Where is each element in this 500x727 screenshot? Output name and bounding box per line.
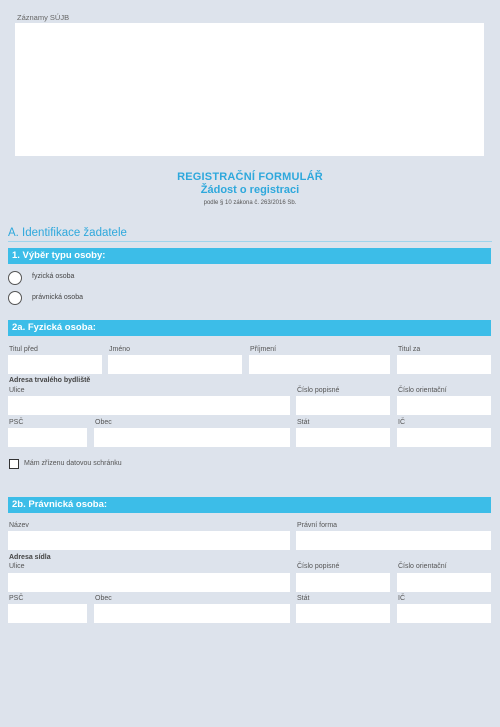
title-before-label: Titul před	[9, 346, 38, 353]
ic-label: IČ	[398, 419, 405, 426]
seat-orientation-number-input[interactable]	[397, 573, 491, 592]
orientation-number-input[interactable]	[397, 396, 491, 415]
ic-input[interactable]	[397, 428, 491, 447]
seat-zip-input[interactable]	[8, 604, 87, 623]
residence-address-heading: Adresa trvalého bydliště	[9, 377, 91, 384]
seat-city-input[interactable]	[94, 604, 290, 623]
last-name-input[interactable]	[249, 355, 390, 374]
street-input[interactable]	[8, 396, 290, 415]
section-a-title: A. Identifikace žadatele	[8, 227, 127, 239]
first-name-input[interactable]	[108, 355, 242, 374]
last-name-label: Příjmení	[250, 346, 277, 353]
seat-country-input[interactable]	[296, 604, 390, 623]
databox-label[interactable]: Mám zřízenu datovou schránku	[24, 460, 122, 467]
records-label: Záznamy SÚJB	[17, 13, 70, 22]
first-name-label: Jméno	[109, 346, 131, 353]
seat-orientation-number-label: Číslo orientační	[398, 563, 447, 570]
seat-address-heading: Adresa sídla	[9, 554, 51, 561]
seat-street-input[interactable]	[8, 573, 290, 592]
company-name-input[interactable]	[8, 531, 290, 550]
seat-street-label: Ulice	[9, 563, 25, 570]
records-box	[15, 23, 484, 156]
seat-house-number-input[interactable]	[296, 573, 390, 592]
country-input[interactable]	[296, 428, 390, 447]
section-a-divider	[8, 241, 492, 242]
natural-person-header: 2a. Fyzická osoba:	[8, 320, 491, 336]
legal-form-label: Právní forma	[297, 522, 338, 529]
seat-house-number-label: Číslo popisné	[297, 563, 340, 570]
company-name-label: Název	[9, 522, 29, 529]
radio-natural-person[interactable]	[8, 271, 22, 285]
house-number-input[interactable]	[296, 396, 390, 415]
form-title: REGISTRAČNÍ FORMULÁŘ	[177, 171, 323, 183]
radio-legal-person[interactable]	[8, 291, 22, 305]
street-label: Ulice	[9, 387, 25, 394]
legal-form-input[interactable]	[296, 531, 491, 550]
country-label: Stát	[297, 419, 310, 426]
radio-natural-person-label[interactable]: fyzická osoba	[32, 273, 75, 280]
seat-ic-input[interactable]	[397, 604, 491, 623]
orientation-number-label: Číslo orientační	[398, 387, 447, 394]
seat-zip-label: PSČ	[9, 595, 24, 602]
city-input[interactable]	[94, 428, 290, 447]
zip-input[interactable]	[8, 428, 87, 447]
person-type-header: 1. Výběr typu osoby:	[8, 248, 491, 264]
law-reference: podle § 10 zákona č. 263/2016 Sb.	[203, 200, 297, 206]
zip-label: PSČ	[9, 419, 24, 426]
title-after-input[interactable]	[397, 355, 491, 374]
title-after-label: Titul za	[398, 346, 421, 353]
seat-city-label: Obec	[95, 595, 112, 602]
city-label: Obec	[95, 419, 112, 426]
legal-person-header: 2b. Právnická osoba:	[8, 497, 491, 513]
radio-legal-person-label[interactable]: právnická osoba	[32, 294, 83, 301]
seat-ic-label: IČ	[398, 595, 405, 602]
house-number-label: Číslo popisné	[297, 387, 340, 394]
seat-country-label: Stát	[297, 595, 310, 602]
form-subtitle: Žádost o registraci	[200, 184, 300, 196]
title-before-input[interactable]	[8, 355, 102, 374]
databox-checkbox[interactable]	[9, 459, 19, 469]
